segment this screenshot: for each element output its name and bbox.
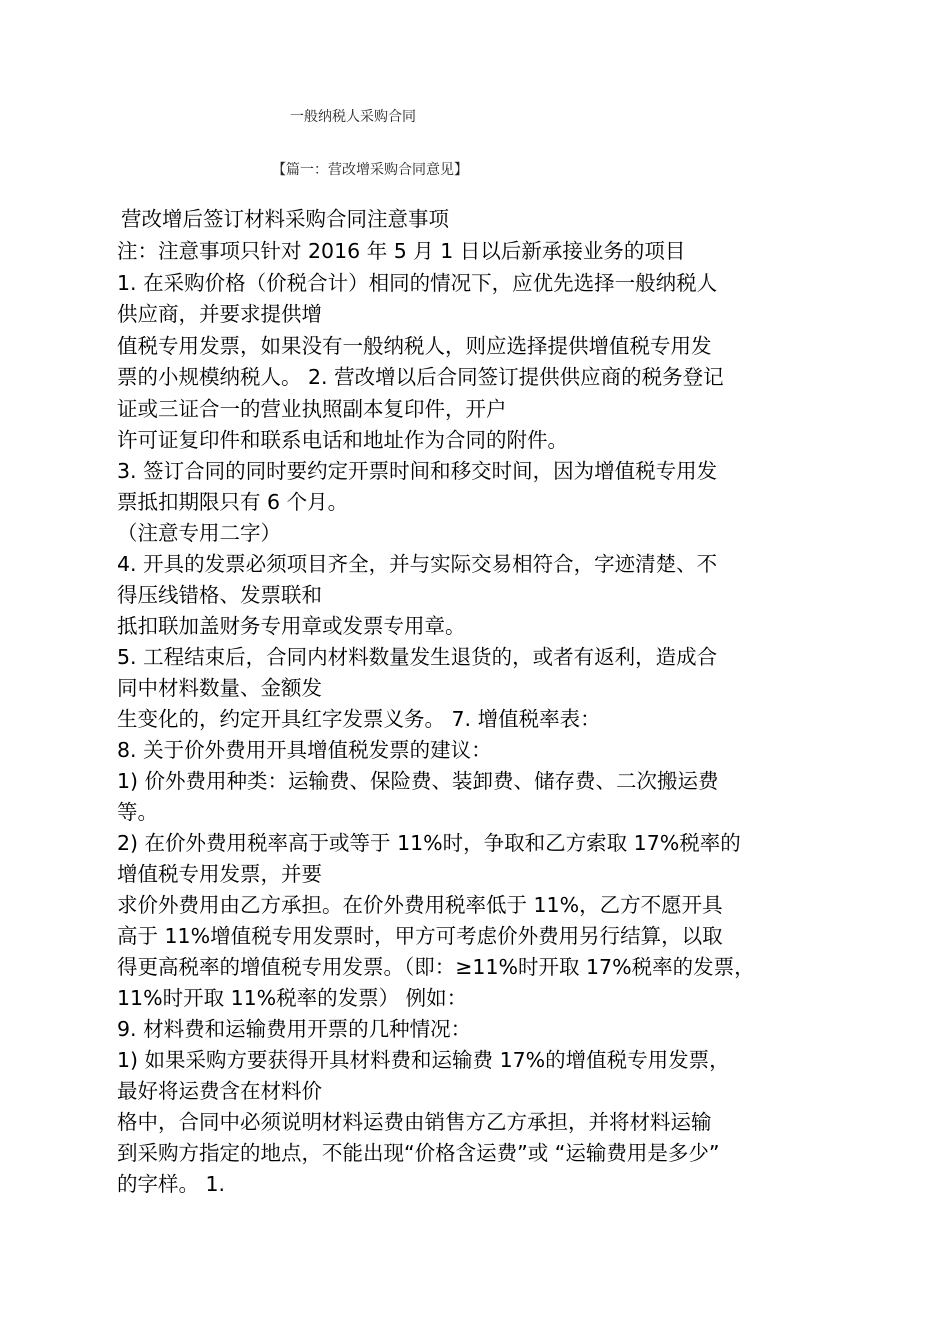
text-line: 票的小规模纳税人。 2. 营改增以后合同签订提供供应商的税务登记 (117, 365, 724, 389)
text-line: 同中材料数量、金额发 (117, 676, 322, 700)
text-line: 求价外费用由乙方承担。在价外费用税率低于 11%，乙方不愿开具 (117, 893, 723, 917)
text-line: 得更高税率的增值税专用发票。（即：≥11%时开取 17%税率的发票， (117, 955, 755, 979)
text-line: 格中，合同中必须说明材料运费由销售方乙方承担，并将材料运输 (117, 1110, 712, 1134)
text-line: 5. 工程结束后，合同内材料数量发生退货的，或者有返利，造成合 (117, 645, 718, 669)
text-line: 抵扣联加盖财务专用章或发票专用章。 (117, 614, 466, 638)
text-line: 证或三证合一的营业执照副本复印件，开户 (117, 397, 507, 421)
text-line: 1) 如果采购方要获得开具材料费和运输费 17%的增值税专用发票， (117, 1048, 730, 1072)
text-line: 得压线错格、发票联和 (117, 583, 322, 607)
text-line: 1. 在采购价格（价税合计）相同的情况下，应优先选择一般纳税人 (117, 271, 718, 295)
text-line: 的字样。 1. (117, 1172, 226, 1196)
text-line: 2) 在价外费用税率高于或等于 11%时，争取和乙方索取 17%税率的 (117, 831, 741, 855)
text-line: 3. 签订合同的同时要约定开票时间和移交时间，因为增值税专用发 (117, 459, 718, 483)
text-line: 8. 关于价外费用开具增值税发票的建议： (117, 738, 492, 762)
text-line: 最好将运费含在材料价 (117, 1079, 322, 1103)
text-line: 供应商，并要求提供增 (117, 302, 322, 326)
text-line: 9. 材料费和运输费用开票的几种情况： (117, 1017, 472, 1041)
text-line: 注：注意事项只针对 2016 年 5 月 1 日以后新承接业务的项目 (117, 239, 686, 263)
text-line: 1) 价外费用种类：运输费、保险费、装卸费、储存费、二次搬运费 (117, 769, 719, 793)
text-line: 等。 (117, 800, 158, 824)
text-line: 生变化的，约定开具红字发票义务。 7. 增值税率表： (117, 707, 601, 731)
text-line: 增值税专用发票，并要 (117, 862, 322, 886)
text-line: 11%时开取 11%税率的发票） 例如： (117, 986, 468, 1010)
document-title: 一般纳税人采购合同 (290, 109, 416, 125)
text-line: 许可证复印件和联系电话和地址作为合同的附件。 (117, 428, 568, 452)
text-line: （注意专用二字） (117, 521, 281, 545)
text-line: 值税专用发票，如果没有一般纳税人，则应选择提供增值税专用发 (117, 334, 712, 358)
text-line: 到采购方指定的地点，不能出现“价格含运费”或 “运输费用是多少” (117, 1141, 720, 1165)
text-line: 高于 11%增值税专用发票时，甲方可考虑价外费用另行结算，以取 (117, 924, 723, 948)
text-line: 票抵扣期限只有 6 个月。 (117, 490, 349, 514)
text-line: 4. 开具的发票必须项目齐全，并与实际交易相符合，字迹清楚、不 (117, 552, 718, 576)
section-heading: 【篇一：营改增采购合同意见】 (272, 162, 468, 178)
text-line: 营改增后签订材料采购合同注意事项 (121, 207, 449, 231)
